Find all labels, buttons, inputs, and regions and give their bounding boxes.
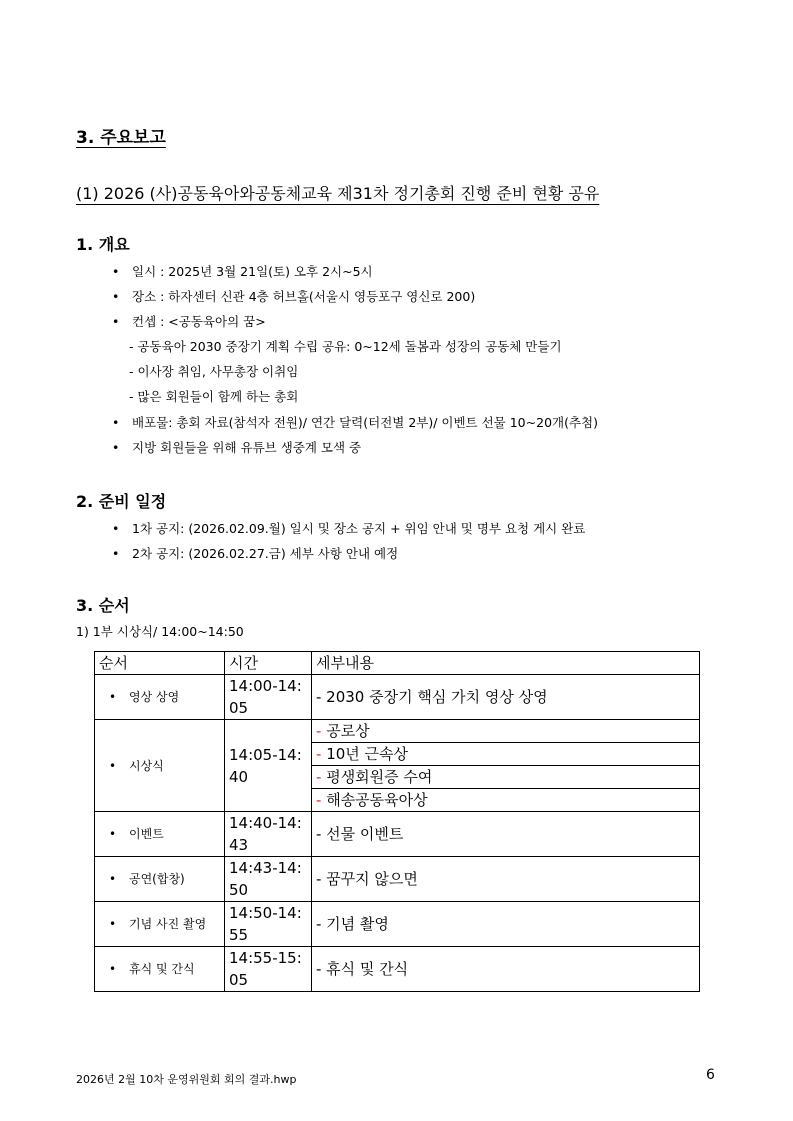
bullet-icon: • [112, 314, 120, 329]
table-row [95, 812, 700, 857]
bullet-icon: • [109, 758, 117, 773]
bullet-icon: • [112, 264, 120, 279]
row-time: 14:50-14:55 [225, 902, 312, 947]
header-time: 시간 [225, 652, 312, 675]
bullet-icon: • [109, 917, 117, 931]
row-item: 영상 상영 [129, 690, 180, 704]
schedule-bullet: • 2차 공지: (2026.02.27.금) 세부 사항 안내 예정 [112, 546, 399, 561]
bullet-icon: • [112, 521, 120, 536]
bullet-icon: • [112, 289, 120, 304]
header-order: 순서 [95, 652, 225, 675]
bullet-icon: • [109, 690, 117, 704]
order-heading: 3. 순서 [76, 596, 130, 615]
row-time: 14:05-14:40 [225, 720, 312, 812]
bullet-icon: • [109, 962, 117, 976]
row-item: 이벤트 [129, 827, 164, 841]
schedule-heading: 2. 준비 일정 [76, 492, 167, 511]
overview-heading: 1. 개요 [76, 235, 130, 254]
bullet-icon: • [112, 415, 120, 430]
overview-bullet: • 배포물: 총회 자료(참석자 전원)/ 연간 달력(터전별 2부)/ 이벤트 선물 10~20개(추첨) [112, 415, 598, 430]
table-row [95, 947, 700, 992]
red-dash-icon: - [316, 745, 322, 763]
table-row [95, 902, 700, 947]
row-item: 기념 사진 촬영 [129, 917, 207, 931]
schedule-table [94, 651, 700, 992]
row-time: 14:00-14:05 [225, 675, 312, 720]
row-detail: - 2030 중장기 핵심 가치 영상 상영 [312, 675, 700, 720]
subsection-title: (1) 2026 (사)공동육아와공동체교육 제31차 정기총회 진행 준비 현황 공유 [76, 184, 600, 203]
footer-filename: 2026년 2월 10차 운영위원회 회의 결과.hwp [76, 1073, 297, 1086]
row-detail: - 평생회원증 수여 [312, 766, 700, 789]
concept-item: - 공동육아 2030 중장기 계획 수립 공유: 0~12세 돌봄과 성장의 공동체 만들기 [129, 339, 562, 354]
bullet-icon: • [112, 546, 120, 561]
row-detail: - 공로상 [312, 720, 700, 743]
red-dash-icon: - [316, 768, 322, 786]
row-item: 공연(합창) [129, 872, 185, 886]
overview-bullet: • 일시 : 2025년 3월 21일(토) 오후 2시~5시 [112, 264, 373, 279]
row-detail: - 10년 근속상 [312, 743, 700, 766]
row-detail: - 해송공동육아상 [312, 789, 700, 812]
overview-bullet: • 컨셉 : <공동육아의 꿈> [112, 314, 266, 329]
row-time: 14:55-15:05 [225, 947, 312, 992]
row-detail: - 기념 촬영 [312, 902, 700, 947]
red-dash-icon: - [316, 722, 322, 740]
row-detail: - 꿈꾸지 않으면 [312, 857, 700, 902]
table-header-row [95, 652, 700, 675]
concept-item: - 이사장 취임, 사무총장 이취임 [129, 364, 299, 379]
row-item: 시상식 [129, 758, 164, 773]
table-row [95, 857, 700, 902]
bullet-icon: • [112, 440, 120, 455]
page-number: 6 [706, 1067, 715, 1083]
red-dash-icon: - [316, 791, 322, 809]
row-time: 14:43-14:50 [225, 857, 312, 902]
bullet-icon: • [109, 872, 117, 886]
section-title: 3. 주요보고 [76, 128, 166, 148]
row-item: 휴식 및 간식 [129, 962, 195, 976]
row-time: 14:40-14:43 [225, 812, 312, 857]
row-detail: - 선물 이벤트 [312, 812, 700, 857]
row-detail: - 휴식 및 간식 [312, 947, 700, 992]
overview-bullet: • 장소 : 하자센터 신관 4층 허브홀(서울시 영등포구 영신로 200) [112, 289, 476, 304]
concept-item: - 많은 회원들이 함께 하는 총회 [129, 389, 299, 404]
table-row [95, 720, 700, 743]
overview-bullet: • 지방 회원들을 위해 유튜브 생중계 모색 중 [112, 440, 362, 455]
header-detail: 세부내용 [312, 652, 700, 675]
bullet-icon: • [109, 827, 117, 841]
table-row [95, 675, 700, 720]
part1-title: 1) 1부 시상식/ 14:00~14:50 [76, 624, 244, 639]
schedule-bullet: • 1차 공지: (2026.02.09.월) 일시 및 장소 공지 + 위임 안내 및 명부 요청 게시 완료 [112, 521, 586, 536]
